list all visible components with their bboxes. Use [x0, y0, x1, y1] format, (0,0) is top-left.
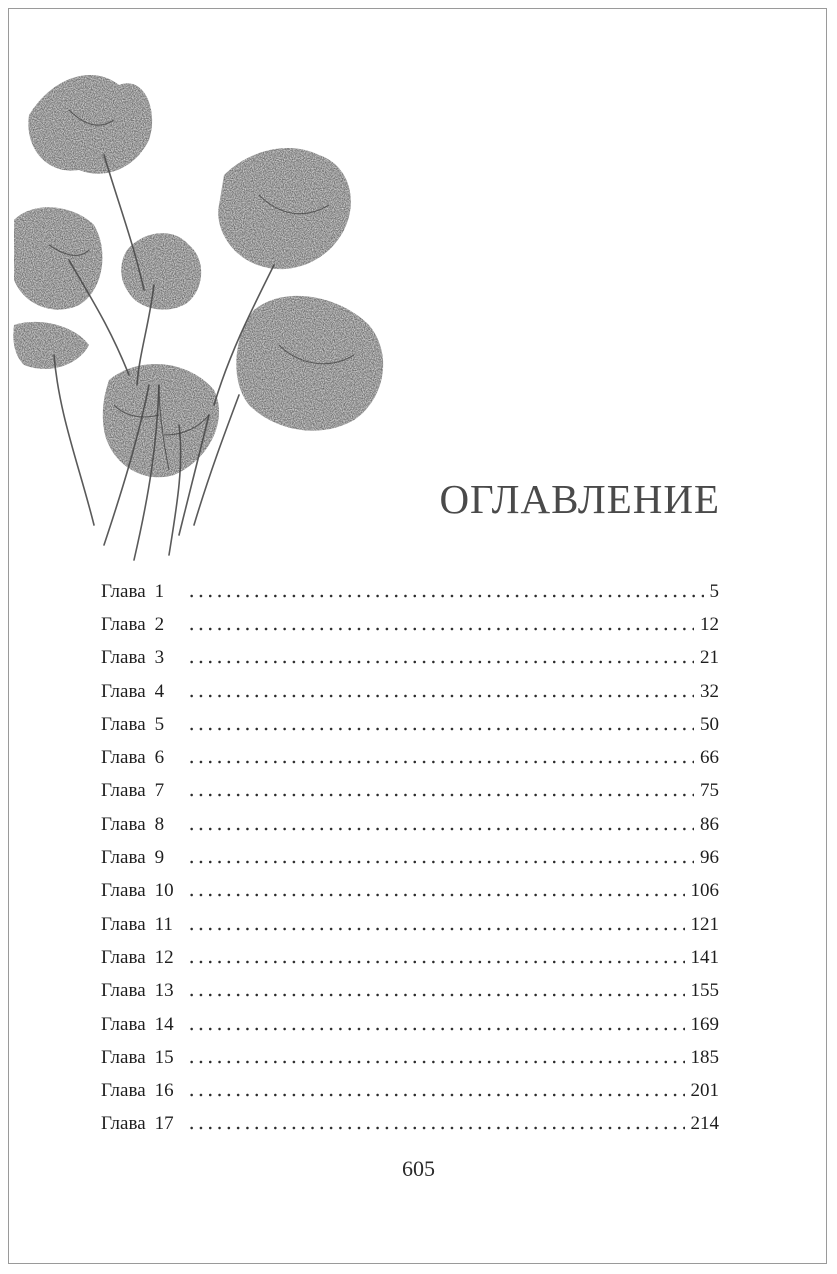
toc-entry-label: Глава	[101, 880, 146, 902]
toc-entry[interactable]	[101, 1074, 719, 1107]
toc-entry-chapter-number: 14	[154, 1013, 174, 1035]
toc-entry-page: 86	[700, 813, 719, 835]
toc-entry-label: Глава	[101, 1113, 146, 1135]
toc-entry-chapter-number: 8	[154, 813, 165, 835]
toc-entry-page: 201	[690, 1080, 719, 1102]
toc-entry-chapter-number: 17	[154, 1113, 174, 1135]
toc-entry[interactable]	[101, 575, 719, 608]
toc-dot-leader	[187, 1113, 685, 1135]
toc-dot-leader	[187, 1047, 685, 1069]
toc-title: ОГЛАВЛЕНИЕ	[439, 476, 720, 522]
toc-entry[interactable]	[101, 741, 719, 774]
toc-entry-page: 96	[700, 847, 719, 869]
toc-dot-leader	[187, 914, 685, 936]
toc-entry-page: 32	[700, 680, 719, 702]
toc-entry-label: Глава	[101, 647, 146, 669]
toc-entry-label: Глава	[101, 613, 146, 635]
toc-entry-page: 21	[700, 647, 719, 669]
toc-entry-chapter-number: 5	[154, 713, 165, 735]
violets-sketch-icon	[9, 55, 439, 570]
toc-entry-page: 121	[690, 913, 719, 935]
toc-entry[interactable]	[101, 642, 719, 675]
toc-entry[interactable]	[101, 808, 719, 841]
page-number: 605	[402, 1156, 435, 1181]
toc-dot-leader	[187, 747, 694, 769]
toc-entry[interactable]	[101, 1008, 719, 1041]
toc-entry-chapter-number: 11	[154, 913, 173, 935]
toc-entry-label: Глава	[101, 680, 146, 702]
toc-entry-page: 169	[690, 1013, 719, 1035]
toc-entry[interactable]	[101, 675, 719, 708]
toc-entry-label: Глава	[101, 1046, 146, 1068]
toc-dot-leader	[187, 847, 694, 869]
toc-entry-chapter-number: 12	[154, 946, 174, 968]
toc-entry[interactable]	[101, 708, 719, 741]
toc-dot-leader	[187, 980, 685, 1002]
toc-entry-page: 5	[709, 580, 719, 602]
toc-dot-leader	[187, 1014, 685, 1036]
toc-entry-label: Глава	[101, 1013, 146, 1035]
toc-dot-leader	[187, 814, 694, 836]
toc-entry-chapter-number: 1	[154, 580, 165, 602]
toc-entry[interactable]	[101, 908, 719, 941]
toc-dot-leader	[187, 880, 685, 902]
toc-entry[interactable]	[101, 608, 719, 641]
toc-dot-leader	[187, 681, 694, 703]
toc-entry-label: Глава	[101, 713, 146, 735]
toc-entry-label: Глава	[101, 913, 146, 935]
toc-dot-leader	[187, 714, 694, 736]
toc-entry-page: 12	[700, 613, 719, 635]
toc-entry[interactable]	[101, 875, 719, 908]
toc-dot-leader	[187, 614, 694, 636]
toc-entry-chapter-number: 3	[154, 647, 165, 669]
toc-entry-label: Глава	[101, 946, 146, 968]
toc-entry[interactable]	[101, 1108, 719, 1141]
toc-list	[101, 575, 719, 1141]
toc-entry-chapter-number: 16	[154, 1080, 174, 1102]
toc-entry-page: 50	[700, 713, 719, 735]
toc-entry[interactable]	[101, 775, 719, 808]
toc-dot-leader	[187, 581, 704, 603]
toc-entry-label: Глава	[101, 813, 146, 835]
toc-entry-chapter-number: 4	[154, 680, 165, 702]
toc-entry-page: 106	[690, 880, 719, 902]
toc-entry-chapter-number: 2	[154, 613, 165, 635]
toc-entry-label: Глава	[101, 747, 146, 769]
toc-entry-chapter-number: 6	[154, 747, 165, 769]
toc-dot-leader	[187, 947, 685, 969]
toc-entry[interactable]	[101, 1041, 719, 1074]
toc-entry-page: 75	[700, 780, 719, 802]
toc-entry[interactable]	[101, 941, 719, 974]
toc-dot-leader	[187, 647, 694, 669]
toc-entry-page: 141	[690, 946, 719, 968]
toc-entry-page: 185	[690, 1046, 719, 1068]
toc-entry-chapter-number: 15	[154, 1046, 174, 1068]
toc-entry[interactable]	[101, 975, 719, 1008]
toc-entry-label: Глава	[101, 1080, 146, 1102]
toc-entry-label: Глава	[101, 580, 146, 602]
toc-entry-page: 214	[690, 1113, 719, 1135]
toc-entry-label: Глава	[101, 980, 146, 1002]
toc-entry-chapter-number: 10	[154, 880, 174, 902]
toc-dot-leader	[187, 1080, 685, 1102]
toc-entry-chapter-number: 9	[154, 847, 165, 869]
toc-dot-leader	[187, 780, 694, 802]
toc-entry-label: Глава	[101, 780, 146, 802]
toc-entry-page: 155	[690, 980, 719, 1002]
toc-entry-page: 66	[700, 747, 719, 769]
toc-entry-chapter-number: 7	[154, 780, 165, 802]
toc-entry-chapter-number: 13	[154, 980, 174, 1002]
toc-entry[interactable]	[101, 841, 719, 874]
toc-entry-label: Глава	[101, 847, 146, 869]
